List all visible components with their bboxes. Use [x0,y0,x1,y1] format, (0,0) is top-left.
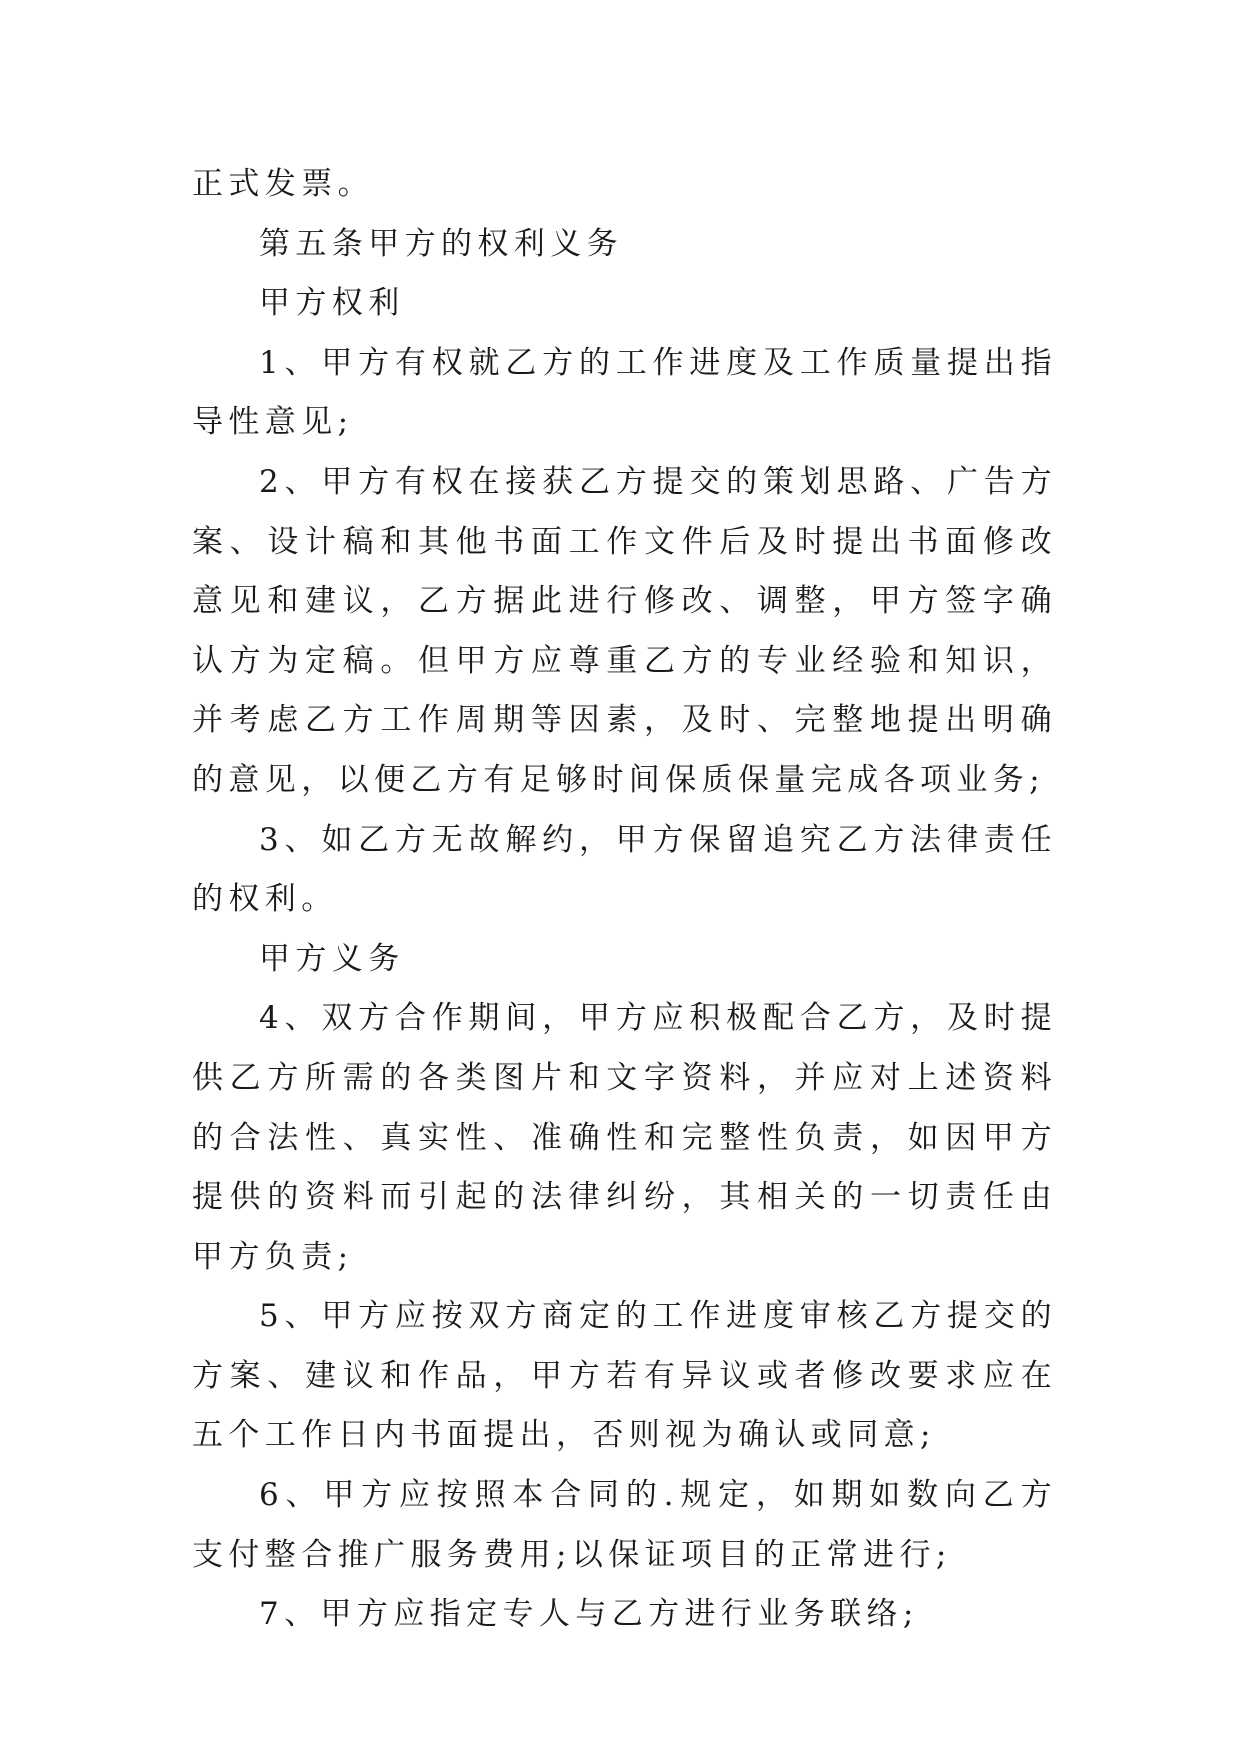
clause-3: 3、如乙方无故解约，甲方保留追究乙方法律责任的权利。 [192,821,1057,918]
clause-1: 1、甲方有权就乙方的工作进度及工作质量提出指导性意见; [192,344,1057,441]
clause-4: 4、双方合作期间，甲方应积极配合乙方，及时提供乙方所需的各类图片和文字资料，并应对上述资料的合法性、真实性、准确性和完整性负责，如因甲方提供的资料而引起的法律纠纷，其相关的一切责任由甲方负责; [192,1000,1057,1275]
clause-5: 5、甲方应按双方商定的工作进度审核乙方提交的方案、建议和作品，甲方若有异议或者修改要求应在五个工作日内书面提出，否则视为确认或同意; [192,1298,1057,1454]
subheading-party-a-rights: 甲方权利 [259,285,405,322]
section-heading-article-5: 第五条甲方的权利义务 [259,225,623,262]
clause-6: 6、甲方应按照本合同的.规定，如期如数向乙方支付整合推广服务费用;以保证项目的正常进行; [192,1477,1057,1573]
paragraph-invoice-end: 正式发票。 [192,166,374,202]
clause-7: 7、甲方应指定专人与乙方进行业务联络; [259,1596,919,1633]
subheading-party-a-obligations: 甲方义务 [259,940,405,977]
clause-2: 2、甲方有权在接获乙方提交的策划思路、广告方案、设计稿和其他书面工作文件后及时提出书面修改意见和建议，乙方据此进行修改、调整，甲方签字确认方为定稿。但甲方应尊重乙方的专业经验和知识，并考虑乙方工作周期等因素，及时、完整地提出明确的意见，以便乙方有足够时间保质保量完成各项业务; [192,463,1057,798]
document-body [192,155,1057,1645]
